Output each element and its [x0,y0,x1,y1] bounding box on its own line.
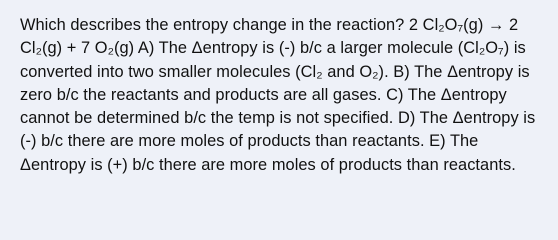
question-text: Which describes the entropy change in the reaction? 2 Cl₂O₇(g) → 2 Cl₂(g) + 7 O₂(g) A) The Δentropy is (-) b/c a larger molecule (Cl₂O₇) is converted into two smaller molecules (Cl₂ and O₂). B) The Δentropy is zero b/c the reactants and products are all gases. C) The Δentropy cannot be determined b/c the temp is not specified. D) The Δentropy is (-) b/c there are more moles of products than reactants. E) The Δentropy is (+) b/c there are more moles of products than reactants. [20,16,536,174]
